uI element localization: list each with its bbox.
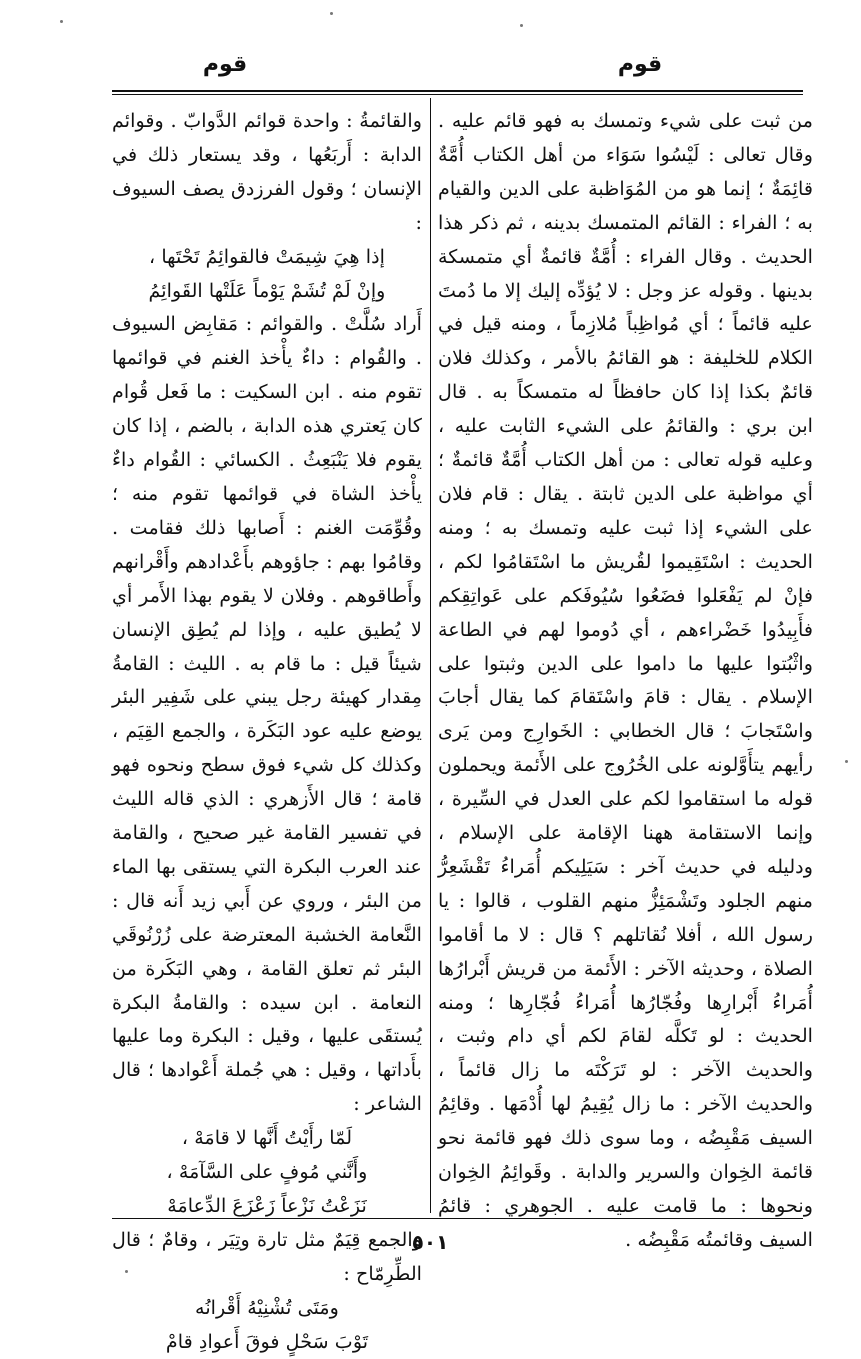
- verse-line: تَوْبَ سَحْلٍ فوقَ أَعوادِ قامْ: [165, 1329, 369, 1353]
- left-column: [112, 104, 422, 1353]
- scan-speck: [125, 1270, 128, 1273]
- header-rule-thin: [112, 94, 803, 95]
- right-column: [438, 104, 813, 1251]
- verse-line: نَزَعْتُ نَزْعاً زَعْزَعَ الدِّعامَهْ: [167, 1194, 367, 1217]
- left-column-paragraph-3: والجمع قِيَمٌ مثل تارة وتِيَر ، وقامٌ ؛ قال الطِّرِمّاح :: [112, 1227, 422, 1285]
- verse-line: وإنْ لَمْ تُشَمْ يَوْماً عَلَتْها القَوائِمُ: [148, 278, 386, 302]
- verse-line: ومَتَى تُشْنِيْهُ أَقْرانُه: [195, 1295, 339, 1319]
- verse-line: لَمّا رأَيْتُ أَنَّها لا قامَهْ ،: [181, 1126, 353, 1150]
- running-head-right: قوم: [617, 52, 663, 77]
- scan-speck: [520, 24, 523, 27]
- verse-shaer: [112, 1121, 422, 1223]
- header-rule: [112, 90, 803, 92]
- scan-speck: [330, 12, 333, 15]
- column-divider: [430, 98, 431, 1213]
- verse-tirimmah: [112, 1291, 422, 1359]
- verse-farazdaq: [112, 240, 422, 308]
- page-number: ٥٠١: [411, 1230, 449, 1254]
- verse-line: إذا هِيَ شِيمَتْ فالقوائِمُ تَحْتَها ،: [149, 244, 385, 268]
- verse-line: وأَنَّني مُوفٍ على السَّآمَهْ ،: [166, 1160, 368, 1184]
- footer-rule: [112, 1218, 803, 1219]
- left-column-paragraph-1: والقائمةُ : واحدة قوائم الدَّوابّ . وقوائم الدابة : أَربَعُها ، وقد يستعار ذلك في الإنسان ؛ وقول الفرزدق يصف السيوف :: [112, 109, 422, 234]
- scan-speck: [60, 20, 63, 23]
- left-column-paragraph-2: أَراد سُلَّتْ . والقوائم : مَقابِض السيوف . والقُوام : داءٌ يأْخذ الغنم في قوائمها تقوم منه . ابن السكيت : ما فَعل قُوام كان يَعتري هذه الدابة ، بالضم ، إذا كان يقوم فلا يَنْبَعِثُ . الكسائي : القُوام داءٌ يأْخذ الشاة في قوائمها تقوم منه ؛ وقُوِّمَت الغنم : أَصابها ذلك فقامت . وقامُوا بهم : جاؤوهم بأَعْدادهم وأَقْرانهم وأَطاقوهم . وفلان لا يقوم بهذا الأَمر أي لا يُطيق عليه ، وإذا لم يُطِق الإنسان شيئاً قيل : ما قام به . الليث : القامةُ مِقدار كهيئة رجل يبني على شَفِير البئر يوضع عليه عود البَكَرة ، والجمع القِيَم ، وكذلك كل شيء فوق سطح ونحوه فهو قامة ؛ قال الأَزهري : الذي قاله الليث في تفسير القامة غير صحيح ، والقامة عند العرب البكرة التي يستقى بها الماء من البئر ، وروي عن أَبي زيد أَنه قال : النَّعامة الخشبة المعترضة على زُرْنُوقَي البئر ثم تعلق القامة ، وهي البَكَرة من النعامة . ابن سيده : والقامةُ البكرة يُستقَى عليها ، وقيل : البكرة وما عليها بأَداتها ، وقيل : هي جُملة أَعْوادها ؛ قال الشاعر :: [112, 312, 422, 1116]
- right-column-paragraph: من ثبت على شيء وتمسك به فهو قائم عليه . وقال تعالى : لَيْسُوا سَوَاء من أهل الكتاب أُمَّةٌ قائِمَةٌ ؛ إنما هو من المُوَاظبة على الدين والقيام به ؛ الفراء : القائم المتمسك بدينه ، ثم ذكر هذا الحديث . وقال الفراء : أُمَّةٌ قائمةٌ أي متمسكة بدينها . وقوله عز وجل : لا يُؤدِّه إليك إلا ما دُمتَ عليه قائماً ؛ أي مُواظِباً مُلازِماً ، ومنه قيل في الكلام للخليفة : هو القائمُ بالأمر ، وكذلك فلان قائمٌ بكذا إذا كان حافظاً له متمسكاً به . قال ابن بري : والقائمُ على الشيء الثابت عليه ، وعليه قوله تعالى : من أهل الكتاب أُمَّةٌ قائمةٌ ؛ أي مواظبة على الدين ثابتة . يقال : قام فلان على الشيء إذا ثبت عليه وتمسك به ؛ ومنه الحديث : اسْتَقِيموا لقُريش ما اسْتَقامُوا لكم ، فإنْ لم يَفْعَلوا فضَعُوا سُيُوفَكم على عَواتِقِكم فأَبِيدُوا خَضْراءهم ، أي دُوموا لهم في الطاعة واثْبُتوا عليها ما داموا على الدين وثبتوا على الإسلام . يقال : قامَ واسْتَقامَ كما يقال أجابَ واسْتَجابَ ؛ قال الخطابي : الخَوارِج ومن يَرى رأيهم يتأَوَّلونه على الخُرُوج على الأَئمة ويحملون قوله ما استقاموا لكم على العدل في السِّيرة ، وإنما الاستقامة ههنا الإقامة على الإسلام ، ودليله في حديث آخر : سَيَلِيكم أُمَراءُ تَقْشَعِرُّ منهم الجلود وتَشْمَئِزُّ منهم القلوب ، قالوا : يا رسول الله ، أفلا نُقاتلهم ؟ قال : لا ما أقاموا الصلاة ، وحديثه الآخر : الأَئمة من قريش أَبْرارُها أُمَراءُ أَبْرارِها وفُجّارُها أُمَراءُ فُجّارِها ؛ ومنه الحديث : لو تَكلَّه لقامَ لكم أي دام وثبت ، والحديث الآخر : لو تَرَكْتَه ما زال قائماً ، والحديث الآخر : ما زال يُقِيمُ لها أُدْمَها . وقائِمُ السيف مَقْبِضُه ، وما سوى ذلك فهو قائمة نحو قائمة الخِوان والسرير والدابة . وقَوائِمُ الخِوان ونحوها : ما قامت عليه . الجوهري : قائمُ السيف وقائمتُه مَقْبِضُه .: [438, 109, 813, 1251]
- scan-speck: [845, 760, 848, 763]
- running-head-left: قوم: [202, 52, 248, 77]
